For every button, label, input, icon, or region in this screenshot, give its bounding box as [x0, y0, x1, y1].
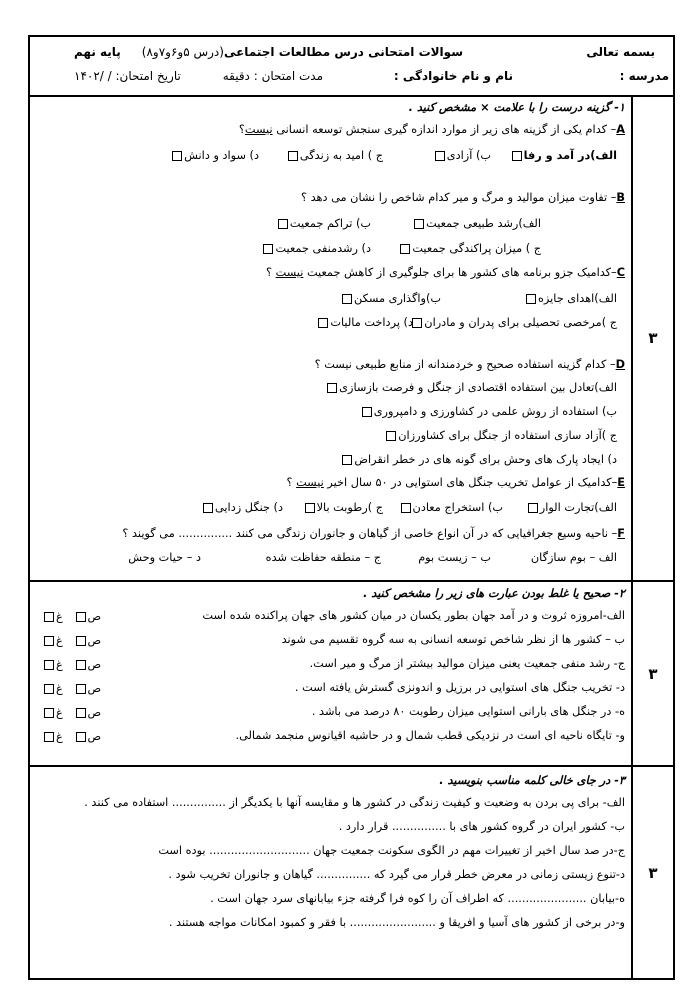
- true-label: ص: [87, 658, 102, 671]
- true-checkbox[interactable]: [76, 684, 86, 694]
- option[interactable]: ب) آزادی: [433, 150, 491, 161]
- student-name-label: نام و نام خانوادگی :: [393, 69, 513, 83]
- checkbox[interactable]: [400, 244, 410, 254]
- exam-date-label: تاریخ امتحان: / /۱۴۰۲: [74, 69, 181, 83]
- false-label: غ: [56, 634, 63, 647]
- checkbox[interactable]: [362, 407, 372, 417]
- option[interactable]: د) ایجاد پارک های وحش برای گونه های در خطر انقراض: [340, 454, 617, 465]
- option[interactable]: ج )آزاد سازی استفاده از جنگل برای کشاورزان: [384, 430, 617, 441]
- question-d: D– کدام گزینه استفاده صحیح و خردمندانه از منابع طبیعی نیست ؟: [314, 358, 625, 371]
- false-label: غ: [56, 706, 63, 719]
- question-f: F– ناحیه وسیع جغرافیایی که در آن انواع خاصی از گیاهان و جانوران زندگی می کنند ............... می گویند ؟: [122, 527, 625, 540]
- option[interactable]: ج – منطقه حفاظت شده: [265, 551, 381, 564]
- option[interactable]: ج ) امید به زندگی: [286, 150, 383, 161]
- grade-label: پایه نهم: [74, 45, 121, 59]
- duration-label: مدت امتحان : دقیقه: [222, 69, 323, 83]
- false-checkbox[interactable]: [44, 612, 54, 622]
- checkbox[interactable]: [318, 318, 328, 328]
- option[interactable]: ب) تراکم جمعیت: [276, 218, 371, 229]
- question-b: B– تفاوت میزان موالید و مرگ و میر کدام شاخص را نشان می دهد ؟: [301, 191, 625, 204]
- checkbox[interactable]: [435, 151, 445, 161]
- checkbox[interactable]: [203, 503, 213, 513]
- section-multiple-choice: [30, 95, 673, 582]
- exam-title: سوالات امتحانی درس مطالعات اجتماعی(درس ۵و۶و۷و۸): [141, 45, 463, 59]
- option[interactable]: د) رشدمنفی جمعیت: [261, 243, 371, 254]
- section-score: ۳: [631, 95, 673, 580]
- false-checkbox[interactable]: [44, 636, 54, 646]
- false-checkbox[interactable]: [44, 708, 54, 718]
- fill-blank-item: ج-در صد سال اخیر از تغییرات مهم در الگوی سکونت جمعیت جهان ............................ بوده است: [158, 844, 625, 857]
- option[interactable]: ج )رطوبت بالا: [303, 502, 383, 513]
- true-label: ص: [87, 634, 102, 647]
- true-false-choice[interactable]: [42, 730, 101, 743]
- false-checkbox[interactable]: [44, 684, 54, 694]
- section-title: ۱- گزینه درست را با علامت × مشخص کنید .: [408, 101, 625, 114]
- true-checkbox[interactable]: [76, 732, 86, 742]
- true-checkbox[interactable]: [76, 636, 86, 646]
- true-label: ص: [87, 730, 102, 743]
- true-false-choice[interactable]: [42, 658, 101, 671]
- checkbox[interactable]: [526, 294, 536, 304]
- question-e: E–کدامیک از عوامل تخریب جنگل های استوایی در ۵۰ سال اخیر نیست ؟: [286, 476, 625, 489]
- checkbox[interactable]: [412, 318, 422, 328]
- fill-blank-item: د-تنوع زیستی زمانی در معرض خطر قرار می گیرد که ............... گیاهان و جانوران تخریب شود .: [168, 868, 625, 881]
- option[interactable]: د) سواد و دانش: [170, 150, 259, 161]
- statement: الف-امروزه ثروت و در آمد جهان بطور یکسان در میان کشور های جهان پراکنده شده است: [202, 609, 625, 622]
- option[interactable]: د) پرداخت مالیات: [316, 317, 413, 328]
- section-title: ۲- صحیح یا غلط بودن عبارت های زیر را مشخص کنید .: [363, 587, 625, 600]
- checkbox[interactable]: [512, 151, 522, 161]
- option[interactable]: الف)در آمد و رفا: [510, 150, 617, 161]
- statement: ج- رشد منفی جمعیت یعنی میزان موالید بیشتر از مرگ و میر است.: [309, 657, 625, 670]
- question-a: A– کدام یکی از گزینه های زیر از موارد اندازه گیری سنجش توسعه انسانی نیست؟: [238, 123, 625, 136]
- checkbox[interactable]: [401, 503, 411, 513]
- statement: د- تخریب جنگل های استوایی در برزیل و اندونزی گسترش یافته است .: [294, 681, 625, 694]
- option[interactable]: ب – زیست بوم: [418, 551, 491, 564]
- option[interactable]: الف)تعادل بین استفاده اقتصادی از جنگل و فرصت بازسازی: [325, 382, 617, 393]
- option[interactable]: الف)تجارت الوار: [526, 502, 617, 513]
- true-false-choice[interactable]: [42, 706, 101, 719]
- option[interactable]: الف)اهدای جایزه: [524, 293, 617, 304]
- false-checkbox[interactable]: [44, 660, 54, 670]
- statement: ه- در جنگل های بارانی استوایی میزان رطوبت ۸۰ درصد می باشد .: [311, 705, 625, 718]
- section-fill-blanks: [30, 767, 673, 978]
- true-label: ص: [87, 610, 102, 623]
- true-false-choice[interactable]: [42, 610, 101, 623]
- true-checkbox[interactable]: [76, 612, 86, 622]
- school-label: مدرسه :: [619, 69, 669, 83]
- false-label: غ: [56, 730, 63, 743]
- true-checkbox[interactable]: [76, 660, 86, 670]
- section-title: ۳- در جای خالی کلمه مناسب بنویسید .: [439, 774, 625, 787]
- true-false-choice[interactable]: [42, 634, 101, 647]
- checkbox[interactable]: [327, 383, 337, 393]
- option[interactable]: ب) استخراج معادن: [399, 502, 503, 513]
- option[interactable]: د – حیات وحش: [128, 551, 201, 564]
- checkbox[interactable]: [342, 294, 352, 304]
- checkbox[interactable]: [172, 151, 182, 161]
- checkbox[interactable]: [278, 219, 288, 229]
- exam-header: [30, 37, 673, 97]
- checkbox[interactable]: [386, 431, 396, 441]
- fill-blank-item: ب- کشور ایران در گروه کشور های با ............... قرار دارد .: [338, 820, 625, 833]
- true-label: ص: [87, 682, 102, 695]
- option[interactable]: الف – بوم سازگان: [530, 551, 617, 564]
- checkbox[interactable]: [528, 503, 538, 513]
- section-score: ۳: [631, 767, 673, 978]
- checkbox[interactable]: [305, 503, 315, 513]
- checkbox[interactable]: [288, 151, 298, 161]
- fill-blank-item: ه-بیابان ...................... که اطراف آن را کوه فرا گرفته جزء بیابانهای سرد جهان است .: [210, 892, 625, 905]
- fill-blank-item: الف- برای پی بردن به وضعیت و کیفیت زندگی در کشور ها و مقایسه آنها با یکدیگر از ............... استفاده می کنند .: [84, 796, 625, 809]
- checkbox[interactable]: [263, 244, 273, 254]
- true-checkbox[interactable]: [76, 708, 86, 718]
- option[interactable]: الف)رشد طبیعی جمعیت: [412, 218, 541, 229]
- option[interactable]: ج ) میزان پراکندگی جمعیت: [398, 243, 541, 254]
- option[interactable]: ج )مرخصی تحصیلی برای پدران و مادران: [410, 317, 617, 328]
- checkbox[interactable]: [342, 455, 352, 465]
- statement: و- تایگاه ناحیه ای است در نزدیکی قطب شمال و در حاشیه اقیانوس منجمد شمالی.: [235, 729, 625, 742]
- section-score: ۳: [631, 582, 673, 765]
- checkbox[interactable]: [414, 219, 424, 229]
- false-checkbox[interactable]: [44, 732, 54, 742]
- section-true-false: [30, 582, 673, 767]
- option[interactable]: ب) استفاده از روش علمی در کشاورزی و دامپروری: [360, 406, 617, 417]
- fill-blank-item: و-در برخی از کشور های آسیا و افریقا و ........................ با فقر و کمبود امکانات مواجه هستند .: [168, 916, 625, 929]
- false-label: غ: [56, 610, 63, 623]
- true-false-choice[interactable]: [42, 682, 101, 695]
- true-label: ص: [87, 706, 102, 719]
- bismillah: بسمه تعالی: [586, 45, 655, 59]
- option[interactable]: ب)واگذاری مسکن: [340, 293, 441, 304]
- false-label: غ: [56, 682, 63, 695]
- option[interactable]: د) جنگل زدایی: [201, 502, 283, 513]
- question-c: C–کدامیک جزو برنامه های کشور ها برای جلوگیری از کاهش جمعیت نیست ؟: [266, 266, 625, 279]
- false-label: غ: [56, 658, 63, 671]
- exam-sheet: [28, 35, 675, 980]
- statement: ب – کشور ها از نظر شاخص توسعه انسانی به سه گروه تقسیم می شوند: [281, 633, 625, 646]
